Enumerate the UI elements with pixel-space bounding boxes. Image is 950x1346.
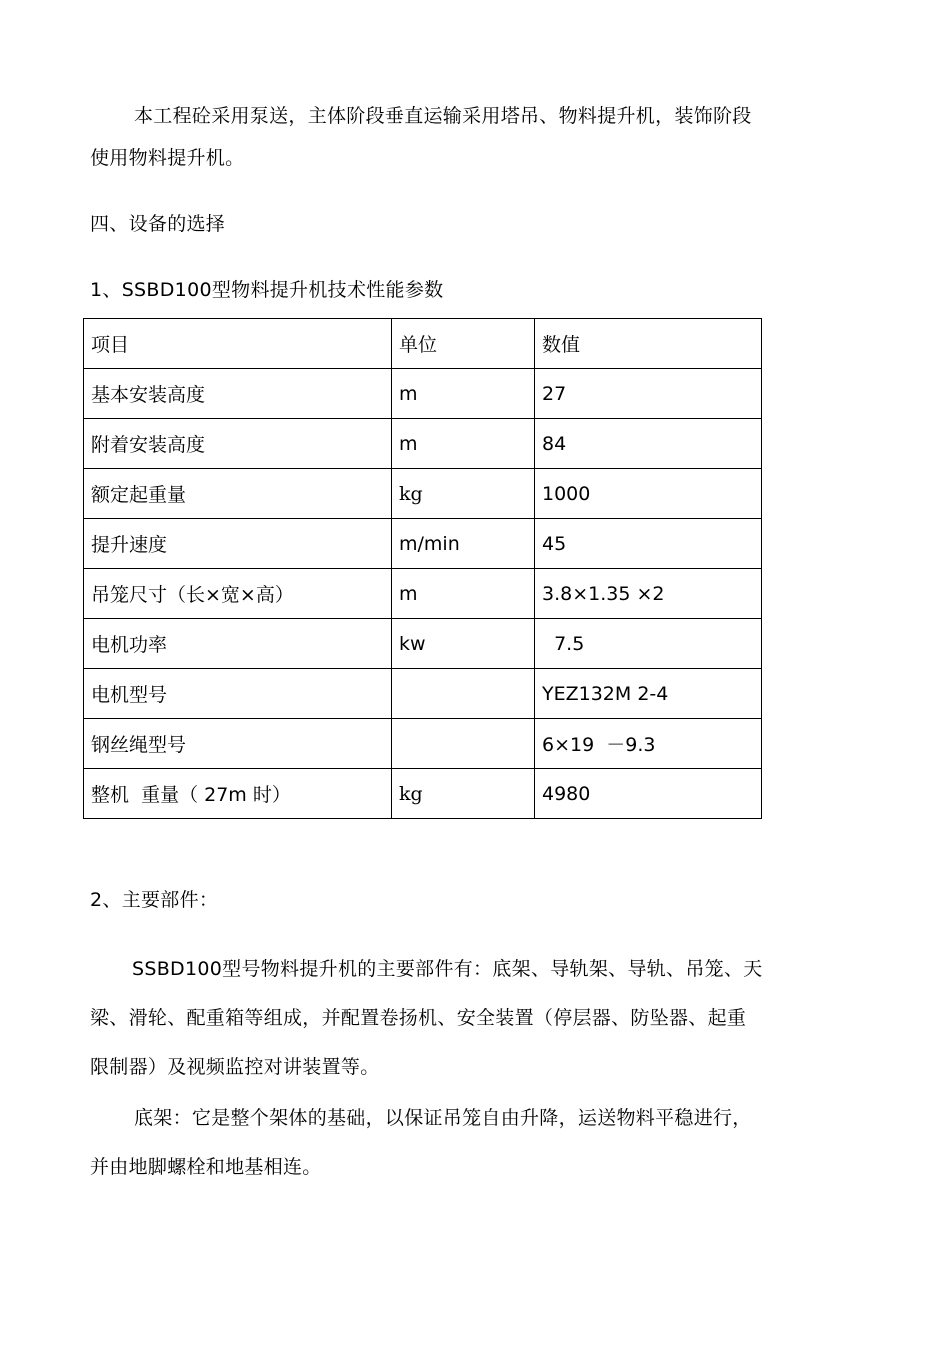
intro-line-2: 使用物料提升机。 bbox=[90, 147, 245, 169]
cell-value: 1000 bbox=[535, 469, 762, 519]
section-4-heading: 四、设备的选择 bbox=[90, 213, 226, 235]
cell-value: 3.8×1.35 ×2 bbox=[535, 569, 762, 619]
cell-unit: kw bbox=[392, 619, 535, 669]
cell-unit: kg bbox=[392, 469, 535, 519]
parts-line-1: SSBD100型号物料提升机的主要部件有：底架、导轨架、导轨、吊笼、天 bbox=[132, 958, 763, 980]
base-line-2: 并由地脚螺栓和地基相连。 bbox=[90, 1156, 322, 1178]
cell-value: 6×19 －9.3 bbox=[535, 719, 762, 769]
cell-value: 27 bbox=[535, 369, 762, 419]
cell-value: YEZ132M 2-4 bbox=[535, 669, 762, 719]
parts-line-2: 梁、滑轮、配重箱等组成，并配置卷扬机、安全装置（停层器、防坠器、起重 bbox=[90, 1007, 747, 1029]
table-row bbox=[84, 469, 762, 519]
table-header-row bbox=[84, 319, 762, 369]
cell-item: 基本安装高度 bbox=[84, 369, 392, 419]
header-value: 数值 bbox=[535, 319, 762, 369]
header-unit: 单位 bbox=[392, 319, 535, 369]
table-row bbox=[84, 619, 762, 669]
cell-unit bbox=[392, 669, 535, 719]
table-row bbox=[84, 769, 762, 819]
spec-table bbox=[83, 318, 762, 819]
table-row bbox=[84, 669, 762, 719]
cell-item: 钢丝绳型号 bbox=[84, 719, 392, 769]
table-title: 1、SSBD100型物料提升机技术性能参数 bbox=[90, 279, 444, 301]
cell-item: 整机 重量（ 27m 时） bbox=[84, 769, 392, 819]
cell-item: 电机型号 bbox=[84, 669, 392, 719]
cell-item: 吊笼尺寸（长×宽×高） bbox=[84, 569, 392, 619]
cell-unit: m bbox=[392, 369, 535, 419]
parts-line-3: 限制器）及视频监控对讲装置等。 bbox=[90, 1056, 380, 1078]
table-row bbox=[84, 419, 762, 469]
base-line-1: 底架：它是整个架体的基础，以保证吊笼自由升降，运送物料平稳进行， bbox=[134, 1107, 752, 1129]
cell-unit bbox=[392, 719, 535, 769]
cell-value: 7.5 bbox=[535, 619, 762, 669]
cell-value: 4980 bbox=[535, 769, 762, 819]
cell-item: 附着安装高度 bbox=[84, 419, 392, 469]
table-row bbox=[84, 719, 762, 769]
cell-unit: m bbox=[392, 419, 535, 469]
cell-item: 电机功率 bbox=[84, 619, 392, 669]
cell-item: 提升速度 bbox=[84, 519, 392, 569]
cell-value: 84 bbox=[535, 419, 762, 469]
table-row bbox=[84, 569, 762, 619]
table-row bbox=[84, 369, 762, 419]
cell-item: 额定起重量 bbox=[84, 469, 392, 519]
cell-unit: m bbox=[392, 569, 535, 619]
cell-unit: m/min bbox=[392, 519, 535, 569]
intro-line-1: 本工程砼采用泵送，主体阶段垂直运输采用塔吊、物料提升机，装饰阶段 bbox=[134, 105, 752, 127]
cell-value: 45 bbox=[535, 519, 762, 569]
table-row bbox=[84, 519, 762, 569]
header-item: 项目 bbox=[84, 319, 392, 369]
section-2-heading: 2、主要部件： bbox=[90, 889, 219, 911]
cell-unit: kg bbox=[392, 769, 535, 819]
